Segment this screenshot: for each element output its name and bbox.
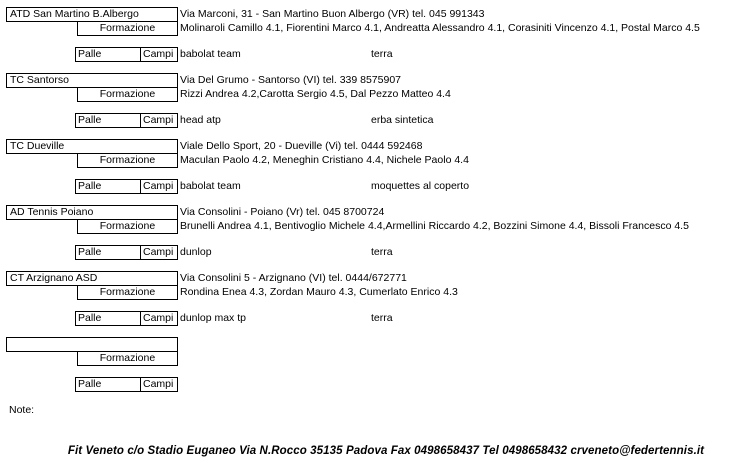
club-name-field[interactable] <box>6 337 178 352</box>
club-entry-empty <box>0 337 738 403</box>
club-formation: Molinaroli Camillo 4.1, Fiorentini Marco 4.1, Andreatta Alessandro 4.1, Corasiniti Vincenzo 4.1, Postal Marco 4.5 <box>180 22 700 34</box>
club-address: Via Del Grumo - Santorso (VI) tel. 339 8575907 <box>180 74 402 86</box>
club-courts: erba sintetica <box>371 114 434 126</box>
campi-label: Campi <box>140 47 178 62</box>
note-label: Note: <box>9 404 35 416</box>
club-balls: babolat team <box>180 48 241 60</box>
formazione-label: Formazione <box>77 219 178 234</box>
club-address: Viale Dello Sport, 20 - Dueville (Vi) tel. 0444 592468 <box>180 140 423 152</box>
club-name-field[interactable]: ATD San Martino B.Albergo <box>6 7 178 22</box>
club-entry <box>0 73 738 139</box>
palle-label: Palle <box>75 179 141 194</box>
club-address: Via Consolini - Poiano (Vr) tel. 045 8700724 <box>180 206 385 218</box>
club-name-field[interactable]: CT Arzignano ASD <box>6 271 178 286</box>
club-formation: Rizzi Andrea 4.2,Carotta Sergio 4.5, Dal Pezzo Matteo 4.4 <box>180 88 451 100</box>
palle-label: Palle <box>75 113 141 128</box>
formazione-label: Formazione <box>77 285 178 300</box>
palle-label: Palle <box>75 245 141 260</box>
club-formation: Brunelli Andrea 4.1, Bentivoglio Michele 4.4,Armellini Riccardo 4.2, Bozzini Simone 4.4, Bissoli Francesco 4.5 <box>180 220 689 232</box>
club-entry <box>0 205 738 271</box>
club-courts: moquettes al coperto <box>371 180 470 192</box>
club-entry <box>0 139 738 205</box>
club-name-field[interactable]: AD Tennis Poiano <box>6 205 178 220</box>
club-entry <box>0 271 738 337</box>
club-address: Via Consolini 5 - Arzignano (VI) tel. 0444/672771 <box>180 272 407 284</box>
campi-label: Campi <box>140 377 178 392</box>
club-balls: dunlop <box>180 246 212 258</box>
campi-label: Campi <box>140 311 178 326</box>
club-balls: head atp <box>180 114 221 126</box>
campi-label: Campi <box>140 245 178 260</box>
formazione-label: Formazione <box>77 21 178 36</box>
formazione-label: Formazione <box>77 87 178 102</box>
club-entry <box>0 7 738 73</box>
formazione-label: Formazione <box>77 153 178 168</box>
club-formation: Rondina Enea 4.3, Zordan Mauro 4.3, Cumerlato Enrico 4.3 <box>180 286 458 298</box>
campi-label: Campi <box>140 113 178 128</box>
club-address: Via Marconi, 31 - San Martino Buon Albergo (VR) tel. 045 991343 <box>180 8 485 20</box>
club-courts: terra <box>371 246 393 258</box>
palle-label: Palle <box>75 311 141 326</box>
campi-label: Campi <box>140 179 178 194</box>
palle-label: Palle <box>75 47 141 62</box>
formazione-label: Formazione <box>77 351 178 366</box>
club-formation: Maculan Paolo 4.2, Meneghin Cristiano 4.4, Nichele Paolo 4.4 <box>180 154 469 166</box>
club-courts: terra <box>371 48 393 60</box>
club-balls: babolat team <box>180 180 241 192</box>
club-balls: dunlop max tp <box>180 312 246 324</box>
palle-label: Palle <box>75 377 141 392</box>
club-name-field[interactable]: TC Santorso <box>6 73 178 88</box>
club-courts: terra <box>371 312 393 324</box>
club-name-field[interactable]: TC Dueville <box>6 139 178 154</box>
footer-contact: Fit Veneto c/o Stadio Euganeo Via N.Rocco 35135 Padova Fax 0498658437 Tel 0498658432 crveneto@federtennis.it <box>67 445 705 457</box>
